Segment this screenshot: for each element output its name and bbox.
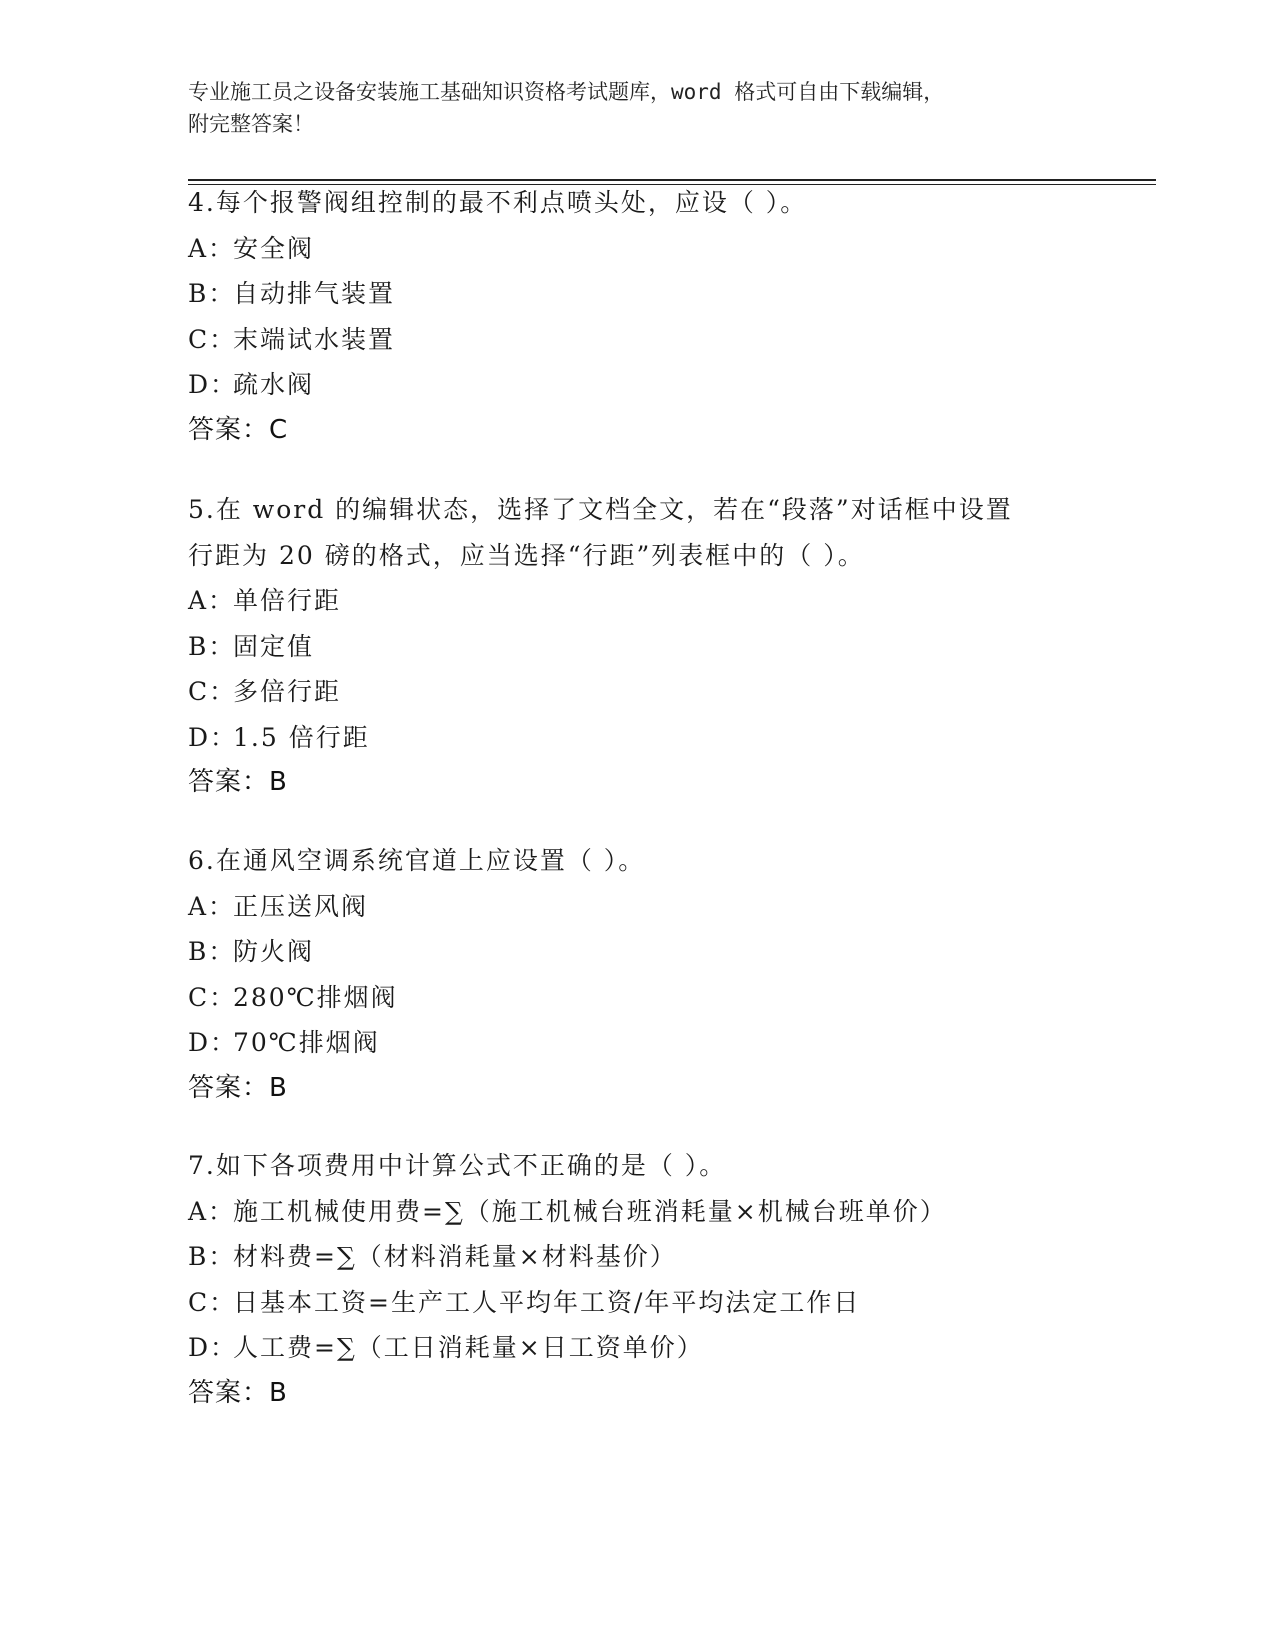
option-text: 固定值	[233, 631, 315, 661]
answer-line	[188, 408, 1108, 454]
question-stem-cont: 行距为 20 磅的格式，应当选择“行距”列表框中的（ ）。	[188, 540, 865, 570]
option-d	[188, 1020, 1108, 1066]
option-text: 末端试水装置	[233, 324, 396, 354]
question-7	[188, 1143, 1108, 1416]
option-letter: D：	[188, 1028, 238, 1057]
option-c	[188, 669, 1108, 715]
option-letter: D：	[188, 370, 238, 399]
answer-label: 答案：	[188, 1072, 270, 1103]
question-6	[188, 838, 1108, 1111]
question-stem: 6.在通风空调系统官道上应设置（ ）。	[188, 846, 646, 875]
option-letter: B：	[188, 279, 236, 308]
option-a	[188, 884, 1108, 930]
option-text: 自动排气装置	[233, 279, 396, 308]
question-stem: 4.每个报警阀组控制的最不利点喷头处，应设（ ）。	[188, 188, 808, 217]
question-stem: 7.如下各项费用中计算公式不正确的是（ ）。	[188, 1151, 727, 1180]
option-text: 防火阀	[233, 937, 315, 966]
answer-value: C	[269, 414, 289, 445]
option-text: 疏水阀	[233, 370, 315, 399]
option-text: 单倍行距	[233, 586, 342, 615]
option-text: 人工费=∑（工日消耗量×日工资单价）	[233, 1333, 704, 1362]
option-letter: C：	[188, 1287, 237, 1317]
question-stem: 5.在 word 的编辑状态，选择了文档全文，若在“段落”对话框中设置	[188, 495, 1013, 524]
question-4	[188, 180, 1108, 453]
option-d	[188, 362, 1108, 408]
option-letter: A：	[188, 891, 236, 921]
option-letter: A：	[188, 586, 236, 615]
option-letter: C：	[188, 324, 237, 354]
option-text: 安全阀	[233, 233, 315, 263]
option-a	[188, 226, 1108, 272]
option-letter: A：	[188, 1196, 236, 1226]
option-c	[188, 317, 1108, 363]
option-b	[188, 624, 1108, 670]
option-letter: D：	[188, 1333, 238, 1362]
answer-label: 答案：	[188, 767, 270, 797]
option-b	[188, 1234, 1108, 1280]
header-line-1: 专业施工员之设备安装施工基础知识资格考试题库，word 格式可自由下载编辑，	[188, 80, 945, 104]
option-text: 70℃排烟阀	[233, 1028, 380, 1057]
question-5	[188, 487, 1108, 806]
option-c	[188, 1280, 1108, 1326]
option-text: 日基本工资=生产工人平均年工资/年平均法定工作日	[233, 1287, 861, 1317]
answer-value: B	[269, 1377, 288, 1408]
answer-line	[188, 760, 1108, 806]
option-letter: B：	[188, 1242, 236, 1271]
option-c	[188, 975, 1108, 1021]
option-text: 施工机械使用费=∑（施工机械台班消耗量×机械台班单价）	[233, 1196, 947, 1226]
option-letter: B：	[188, 631, 236, 661]
option-a	[188, 1189, 1108, 1235]
document-header	[188, 76, 1068, 140]
option-letter: A：	[188, 233, 236, 263]
option-b	[188, 929, 1108, 975]
option-text: 正压送风阀	[233, 891, 369, 921]
option-text: 多倍行距	[233, 677, 342, 706]
option-a	[188, 578, 1108, 624]
option-letter: C：	[188, 677, 237, 706]
option-d	[188, 1325, 1108, 1371]
answer-line	[188, 1371, 1108, 1417]
option-b	[188, 271, 1108, 317]
header-line-2: 附完整答案！	[188, 112, 314, 136]
answer-label: 答案：	[188, 414, 270, 445]
answer-value: B	[269, 767, 288, 797]
option-letter: B：	[188, 937, 236, 966]
option-text: 材料费=∑（材料消耗量×材料基价）	[233, 1242, 677, 1271]
option-letter: C：	[188, 982, 237, 1012]
answer-value: B	[269, 1072, 288, 1103]
answer-line	[188, 1066, 1108, 1112]
option-letter: D：	[188, 722, 238, 752]
option-text: 280℃排烟阀	[233, 982, 398, 1012]
option-d	[188, 715, 1108, 761]
answer-label: 答案：	[188, 1377, 270, 1408]
option-text: 1.5 倍行距	[233, 722, 370, 752]
